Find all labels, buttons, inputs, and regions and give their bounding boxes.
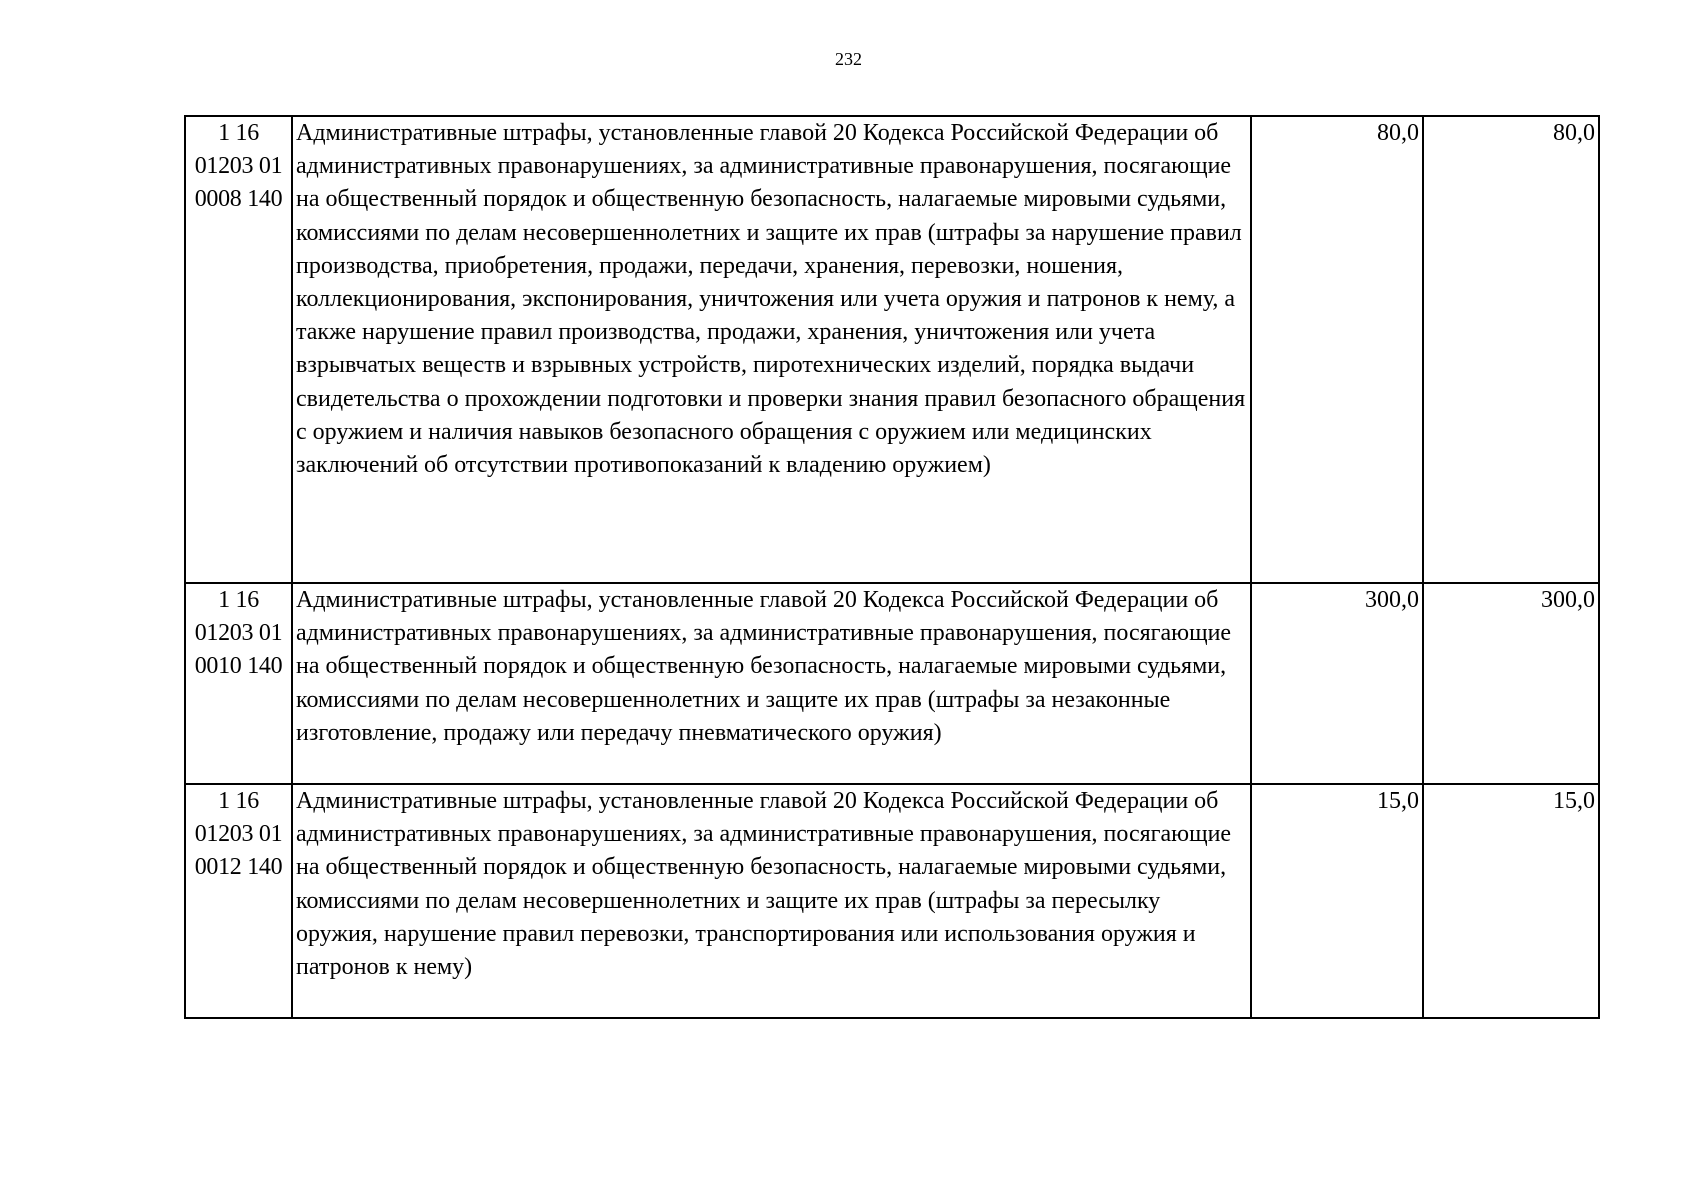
description-cell: Административные штрафы, установленные главой 20 Кодекса Российской Федерации об административных правонарушениях, за административные правонарушения, посягающие на общественный порядок и общественную безопасность, налагаемые мировыми судьями, комиссиями по делам несовершеннолетних и защите их прав (штрафы за пересылку оружия, нарушение правил перевозки, транспортирования или использования оружия и патронов к нему) xyxy=(292,784,1251,1018)
table-row xyxy=(185,583,1599,784)
budget-table xyxy=(184,115,1600,1019)
page-number: 232 xyxy=(835,49,862,69)
table-row xyxy=(185,784,1599,1018)
description-cell: Административные штрафы, установленные главой 20 Кодекса Российской Федерации об административных правонарушениях, за административные правонарушения, посягающие на общественный порядок и общественную безопасность, налагаемые мировыми судьями, комиссиями по делам несовершеннолетних и защите их прав (штрафы за незаконные изготовление, продажу или передачу пневматического оружия) xyxy=(292,583,1251,784)
budget-code-cell: 1 16 01203 01 0008 140 xyxy=(185,116,292,583)
amount-cell-2: 80,0 xyxy=(1423,116,1599,583)
amount-cell-1: 80,0 xyxy=(1251,116,1423,583)
amount-cell-1: 15,0 xyxy=(1251,784,1423,1018)
amount-cell-2: 15,0 xyxy=(1423,784,1599,1018)
amount-cell-2: 300,0 xyxy=(1423,583,1599,784)
amount-cell-1: 300,0 xyxy=(1251,583,1423,784)
table-row xyxy=(185,116,1599,583)
budget-code-cell: 1 16 01203 01 0012 140 xyxy=(185,784,292,1018)
description-cell: Административные штрафы, установленные главой 20 Кодекса Российской Федерации об административных правонарушениях, за административные правонарушения, посягающие на общественный порядок и общественную безопасность, налагаемые мировыми судьями, комиссиями по делам несовершеннолетних и защите их прав (штрафы за нарушение правил производства, приобретения, продажи, передачи, хранения, перевозки, ношения, коллекционирования, экспонирования, уничтожения или учета оружия и патронов к нему, а также нарушение правил производства, продажи, хранения, уничтожения или учета взрывчатых веществ и взрывных устройств, пиротехнических изделий, порядка выдачи свидетельства о прохождении подготовки и проверки знания правил безопасного обращения с оружием и наличия навыков безопасного обращения с оружием или медицинских заключений об отсутствии противопоказаний к владению оружием) xyxy=(292,116,1251,583)
budget-code-cell: 1 16 01203 01 0010 140 xyxy=(185,583,292,784)
